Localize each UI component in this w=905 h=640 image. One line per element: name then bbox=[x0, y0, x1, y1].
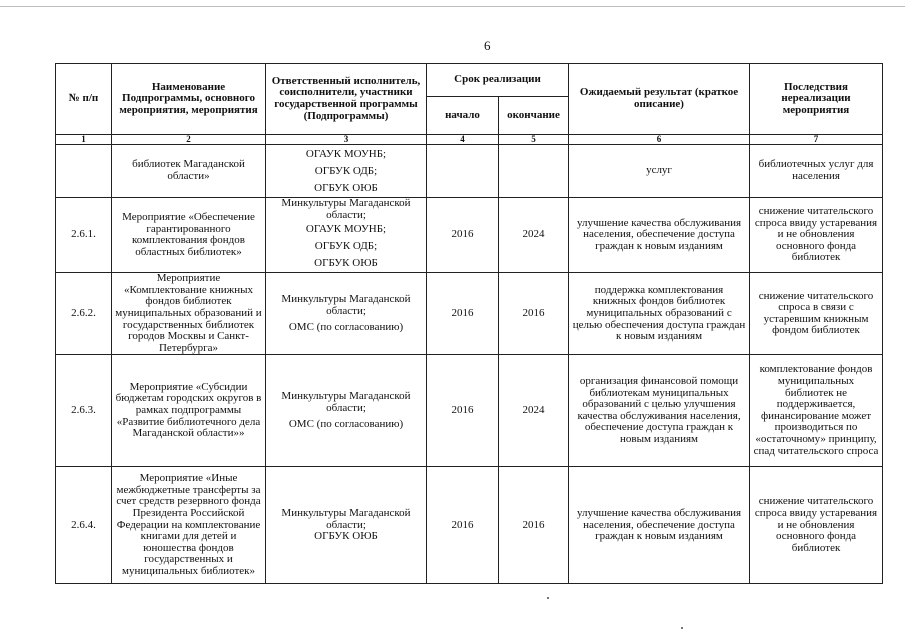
responsible-line: ОМС (по согласованию) bbox=[288, 320, 404, 333]
row-start: 2016 bbox=[427, 198, 499, 273]
row-responsible bbox=[266, 198, 427, 273]
row-consequence: снижение читательского спроса в связи с устаревшим книжным фондом библиотек bbox=[750, 273, 883, 355]
row-start: 2016 bbox=[427, 273, 499, 355]
row-start: 2016 bbox=[427, 355, 499, 467]
row-name: Мероприятие «Субсидии бюджетам городских округов в рамках подпрограммы «Развитие библиотечного дела Магаданской области»» bbox=[112, 355, 266, 467]
row-consequence: библиотечных услуг для населения bbox=[750, 145, 883, 198]
row-name: Мероприятие «Комплектование книжных фондов библиотек муниципальных образований и государственных библиотек городов Москвы и Санкт-Петербурга» bbox=[112, 273, 266, 355]
row-name: Мероприятие «Иные межбюджетные трансферты за счет средств резервного фонда Президента Российской Федерации на комплектование книгами для детей и юношества фондов государственных и муниципальных библиотек» bbox=[112, 467, 266, 584]
col-number: 3 bbox=[266, 135, 427, 145]
table-row bbox=[56, 467, 883, 584]
row-num: 2.6.4. bbox=[56, 467, 112, 584]
col-number: 5 bbox=[499, 135, 569, 145]
row-responsible bbox=[266, 273, 427, 355]
table-row bbox=[56, 145, 883, 198]
header-result: Ожидаемый результат (краткое описание) bbox=[569, 64, 750, 135]
row-num: 2.6.3. bbox=[56, 355, 112, 467]
row-result: улучшение качества обслуживания населения, обеспечение доступа граждан к новым изданиям bbox=[569, 198, 750, 273]
table-row bbox=[56, 273, 883, 355]
row-responsible bbox=[266, 467, 427, 584]
row-start: 2016 bbox=[427, 467, 499, 584]
row-num: 2.6.2. bbox=[56, 273, 112, 355]
responsible-line: Минкультуры Магаданской области; bbox=[281, 197, 411, 221]
column-numbers-row bbox=[56, 135, 883, 145]
scan-speck bbox=[681, 627, 683, 629]
row-end bbox=[499, 145, 569, 198]
row-end: 2016 bbox=[499, 273, 569, 355]
row-result: поддержка комплектования книжных фондов библиотек муниципальных образований с целью обеспечения доступа граждан к новым изданиям bbox=[569, 273, 750, 355]
responsible-line: ОГБУК ОЮБ bbox=[314, 530, 378, 543]
scan-top-edge bbox=[0, 6, 905, 7]
col-number: 6 bbox=[569, 135, 750, 145]
row-name: Мероприятие «Обеспечение гарантированного комплектования фондов областных библиотек» bbox=[112, 198, 266, 273]
row-name: библиотек Магаданской области» bbox=[112, 145, 266, 198]
row-consequence: комплектование фондов муниципальных библиотек не поддерживается, финансирование может производиться по «остаточному» принципу, спад читательского спроса bbox=[750, 355, 883, 467]
responsible-line: ОГБУК ОДБ; bbox=[314, 240, 378, 253]
header-num: № п/п bbox=[56, 64, 112, 135]
responsible-line: ОГАУК МОУНБ; bbox=[305, 223, 387, 236]
header-name: Наименование Подпрограммы, основного мероприятия, мероприятия bbox=[112, 64, 266, 135]
responsible-line: Минкультуры Магаданской области; bbox=[281, 390, 411, 415]
row-result: улучшение качества обслуживания населения, обеспечение доступа граждан к новым изданиям bbox=[569, 467, 750, 584]
responsible-line: Минкультуры Магаданской области; bbox=[281, 293, 411, 317]
row-num: 2.6.1. bbox=[56, 198, 112, 273]
header-end: окончание bbox=[499, 97, 569, 135]
responsible-line: ОГАУК МОУНБ; bbox=[305, 147, 387, 160]
table-row bbox=[56, 198, 883, 273]
row-end: 2024 bbox=[499, 355, 569, 467]
responsible-line: ОМС (по согласованию) bbox=[288, 417, 404, 430]
header-row bbox=[56, 64, 883, 97]
page-number: 6 bbox=[484, 38, 491, 53]
scan-speck bbox=[547, 597, 549, 599]
header-term: Срок реализации bbox=[427, 64, 569, 97]
row-responsible bbox=[266, 145, 427, 198]
row-consequence: снижение читательского спроса ввиду устаревания и не обновления основного фонда библиотек bbox=[750, 467, 883, 584]
header-start: начало bbox=[427, 97, 499, 135]
col-number: 7 bbox=[750, 135, 883, 145]
col-number: 4 bbox=[427, 135, 499, 145]
row-responsible bbox=[266, 355, 427, 467]
row-end: 2016 bbox=[499, 467, 569, 584]
col-number: 2 bbox=[112, 135, 266, 145]
header-consequence: Последствия нереализации мероприятия bbox=[750, 64, 883, 135]
row-consequence: снижение читательского спроса ввиду устаревания и не обновления основного фонда библиотек bbox=[750, 198, 883, 273]
row-result: организация финансовой помощи библиотекам муниципальных образований с целью улучшения качества обслуживания населения, обеспечение доступа граждан к новым изданиям bbox=[569, 355, 750, 467]
row-result: услуг bbox=[569, 145, 750, 198]
row-num bbox=[56, 145, 112, 198]
row-end: 2024 bbox=[499, 198, 569, 273]
header-responsible: Ответственный исполнитель, соисполнители, участники государственной программы (Подпрограммы) bbox=[266, 64, 427, 135]
responsible-line: ОГБУК ОЮБ bbox=[314, 257, 378, 270]
responsible-line: ОГБУК ОЮБ bbox=[314, 181, 378, 194]
responsible-line: ОГБУК ОДБ; bbox=[314, 164, 378, 177]
table-row bbox=[56, 355, 883, 467]
col-number: 1 bbox=[56, 135, 112, 145]
responsible-line: Минкультуры Магаданской области; bbox=[281, 506, 411, 531]
row-start bbox=[427, 145, 499, 198]
program-table bbox=[55, 63, 883, 584]
